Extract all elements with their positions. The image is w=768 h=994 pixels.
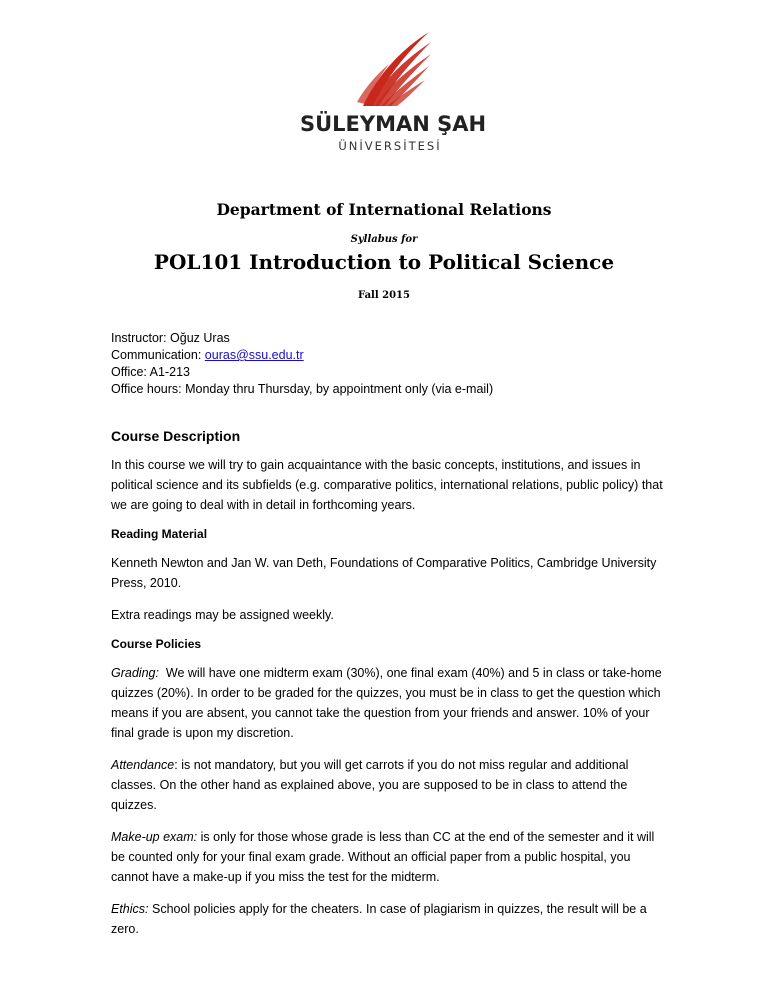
reading-material-text: Kenneth Newton and Jan W. van Deth, Foundations of Comparative Politics, Cambridge University Press, 2010. <box>111 556 657 590</box>
flame-emblem-icon <box>345 28 435 110</box>
attendance-paragraph <box>111 755 671 815</box>
course-title: POL101 Introduction to Political Science <box>153 250 615 274</box>
reading-material-heading: Reading Material <box>111 527 208 541</box>
office-hours-line: Office hours: Monday thru Thursday, by appointment only (via e-mail) <box>111 382 494 396</box>
makeup-paragraph <box>111 827 671 887</box>
course-description-heading: Course Description <box>111 428 241 444</box>
grading-label: Grading: <box>111 666 159 680</box>
attendance-text: : is not mandatory, but you will get carrots if you do not miss regular and additional classes. On the other hand as explained above, you are supposed to be in class to attend the quizzes. <box>111 758 629 812</box>
makeup-label: Make-up exam: <box>111 830 198 844</box>
communication-label: Communication: <box>111 348 205 362</box>
grading-text: We will have one midterm exam (30%), one final exam (40%) and 5 in class or take-home quizzes (20%). In order to be graded for the quizzes, you must be in class to get the question which means if you are absent, you cannot take the question from your friends and answer. 10% of your final grade is upon my discretion. <box>111 666 666 740</box>
ethics-paragraph <box>111 899 671 939</box>
term-label: Fall 2015 <box>358 290 410 301</box>
instructor-line: Instructor: Oğuz Uras <box>111 331 230 345</box>
extra-readings-text: Extra readings may be assigned weekly. <box>111 608 334 622</box>
course-description-text: In this course we will try to gain acquaintance with the basic concepts, institutions, and issues in political science and its subfields (e.g. comparative politics, international relations, public policy) that we are going to deal with in detail in forthcoming years. <box>111 458 663 512</box>
logo-university-name: SÜLEYMAN ŞAH <box>300 112 487 136</box>
logo-university-subtitle: ÜNİVERSİTESİ <box>338 139 442 153</box>
communication-line <box>111 347 493 364</box>
ethics-label: Ethics: <box>111 902 149 916</box>
makeup-text: is only for those whose grade is less than CC at the end of the semester and it will be counted only for your final exam grade. Without an official paper from a public hospital, you cannot have a make-up if you miss the test for the midterm. <box>111 830 655 884</box>
course-policies-heading: Course Policies <box>111 637 202 651</box>
attendance-label: Attendance <box>111 758 175 772</box>
syllabus-content <box>111 428 671 951</box>
university-logo <box>300 28 487 153</box>
instructor-info <box>111 330 493 398</box>
grading-paragraph <box>111 663 671 743</box>
syllabus-for-label: Syllabus for <box>350 234 418 245</box>
office-line: Office: A1-213 <box>111 365 190 379</box>
department-title: Department of International Relations <box>216 200 552 219</box>
ethics-text: School policies apply for the cheaters. In case of plagiarism in quizzes, the result will be a zero. <box>111 902 647 936</box>
instructor-email-link[interactable]: ouras@ssu.edu.tr <box>204 348 304 362</box>
